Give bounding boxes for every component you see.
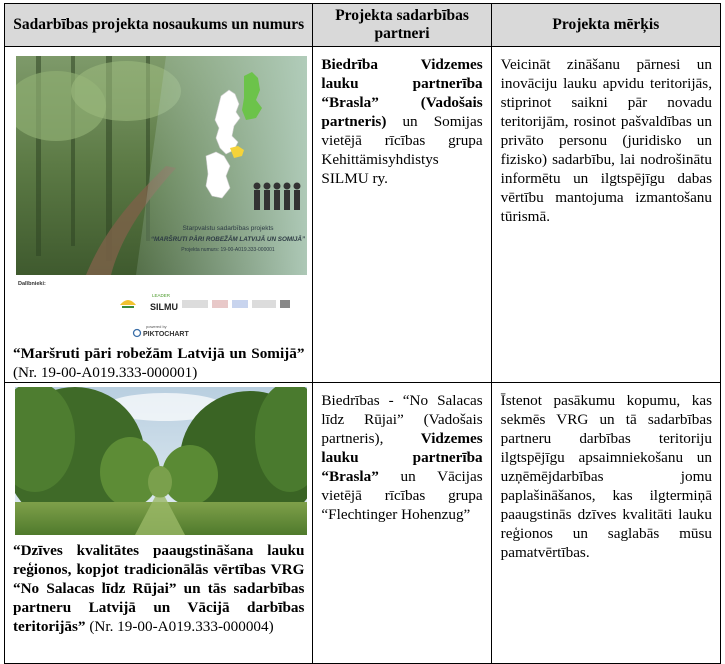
poster-piktochart: PIKTOCHART bbox=[143, 331, 189, 338]
goal-text: Īstenot pasākumu kopumu, kas sekmēs VRG un tā sadarbības partneru darbības teritoriju ilgtspējīgu apsaimniekošanu un uzņēmējdarbības jomu paplašināšanos, kas ilgtermiņā paaugstinās dzīves kvalitāti lauku reģionos un saglabās mūsu pamatvērtības. bbox=[500, 392, 712, 561]
goal-text: Veicināt zināšanu pārnesi un inovāciju lauku apvidu teritorijās, stiprinot saikni pār novadu teritorijām, rosinot pašvaldības un privāto personu (juridisko un fizisko) sadarbību, lai nodrošinātu informētu un ilgtspējīgu dabas vērtību mantojuma izmantošanu tūrismā. bbox=[500, 56, 712, 225]
partner-others: un Somijas vietējā rīcības grupa Kehittämisyhdistys SILMU ry. bbox=[321, 113, 483, 187]
project-title bbox=[5, 535, 312, 636]
poster-line3: Projekta numurs: 19-00-A019.333-000001 bbox=[181, 247, 275, 253]
header-row bbox=[5, 4, 721, 47]
project-name-cell bbox=[5, 383, 313, 664]
table-row bbox=[5, 383, 721, 664]
project-title-number: (Nr. 19-00-A019.333-000004) bbox=[85, 618, 274, 635]
project-title-name: “Maršruti pāri robežām Latvijā un Somijā” bbox=[13, 345, 305, 362]
project-title-number: (Nr. 19-00-A019.333-000001) bbox=[13, 364, 198, 381]
partners-cell bbox=[313, 47, 491, 383]
poster-logo-leader: LEADER bbox=[152, 293, 171, 298]
goal-cell bbox=[491, 47, 720, 383]
partners-text bbox=[313, 47, 490, 188]
projects-table bbox=[4, 3, 721, 664]
project-poster-image bbox=[16, 56, 307, 343]
poster-participants: Dalībnieki: bbox=[18, 281, 46, 287]
header-project-name: Sadarbības projekta nosaukums un numurs bbox=[5, 4, 313, 47]
project-title bbox=[5, 340, 312, 382]
partner-brasla: Vidzemes lauku partnerība “Brasla” bbox=[321, 430, 483, 485]
partners-cell bbox=[313, 383, 491, 664]
partner-others: un Vācijas vietējā rīcības grupa “Flechtinger Hohenzug” bbox=[321, 468, 483, 523]
partner-lead: Biedrības - “No Salacas līdz Rūjai” (Vadošais partneris), bbox=[321, 392, 483, 447]
goal-cell bbox=[491, 383, 720, 664]
poster-line1: Starpvalstu sadarbības projekts bbox=[182, 225, 274, 232]
orchard-photo-image bbox=[15, 387, 307, 535]
project-name-cell bbox=[5, 47, 313, 383]
poster-powered: powered by bbox=[146, 324, 167, 329]
table-row bbox=[5, 47, 721, 383]
partners-text bbox=[313, 383, 490, 524]
header-partners: Projekta sadarbības partneri bbox=[313, 4, 491, 47]
partner-lead: Biedrība Vidzemes lauku partnerība “Brasla” (Vadošais partneris) bbox=[321, 56, 483, 130]
header-goal: Projekta mērķis bbox=[491, 4, 720, 47]
project-title-name: “Dzīves kvalitātes paaugstināšana lauku reģionos, kopjot tradicionālās vērtības VRG “No Salacas līdz Rūjai” un tās sadarbības partneru Latvijā un Vācijā darbības teritorijās” bbox=[13, 542, 305, 635]
poster-logo-silmu: SILMU bbox=[150, 302, 178, 312]
poster-line2: “MARŠRUTI PĀRI ROBEŽĀM LATVIJĀ UN SOMIJĀ” bbox=[150, 236, 306, 243]
